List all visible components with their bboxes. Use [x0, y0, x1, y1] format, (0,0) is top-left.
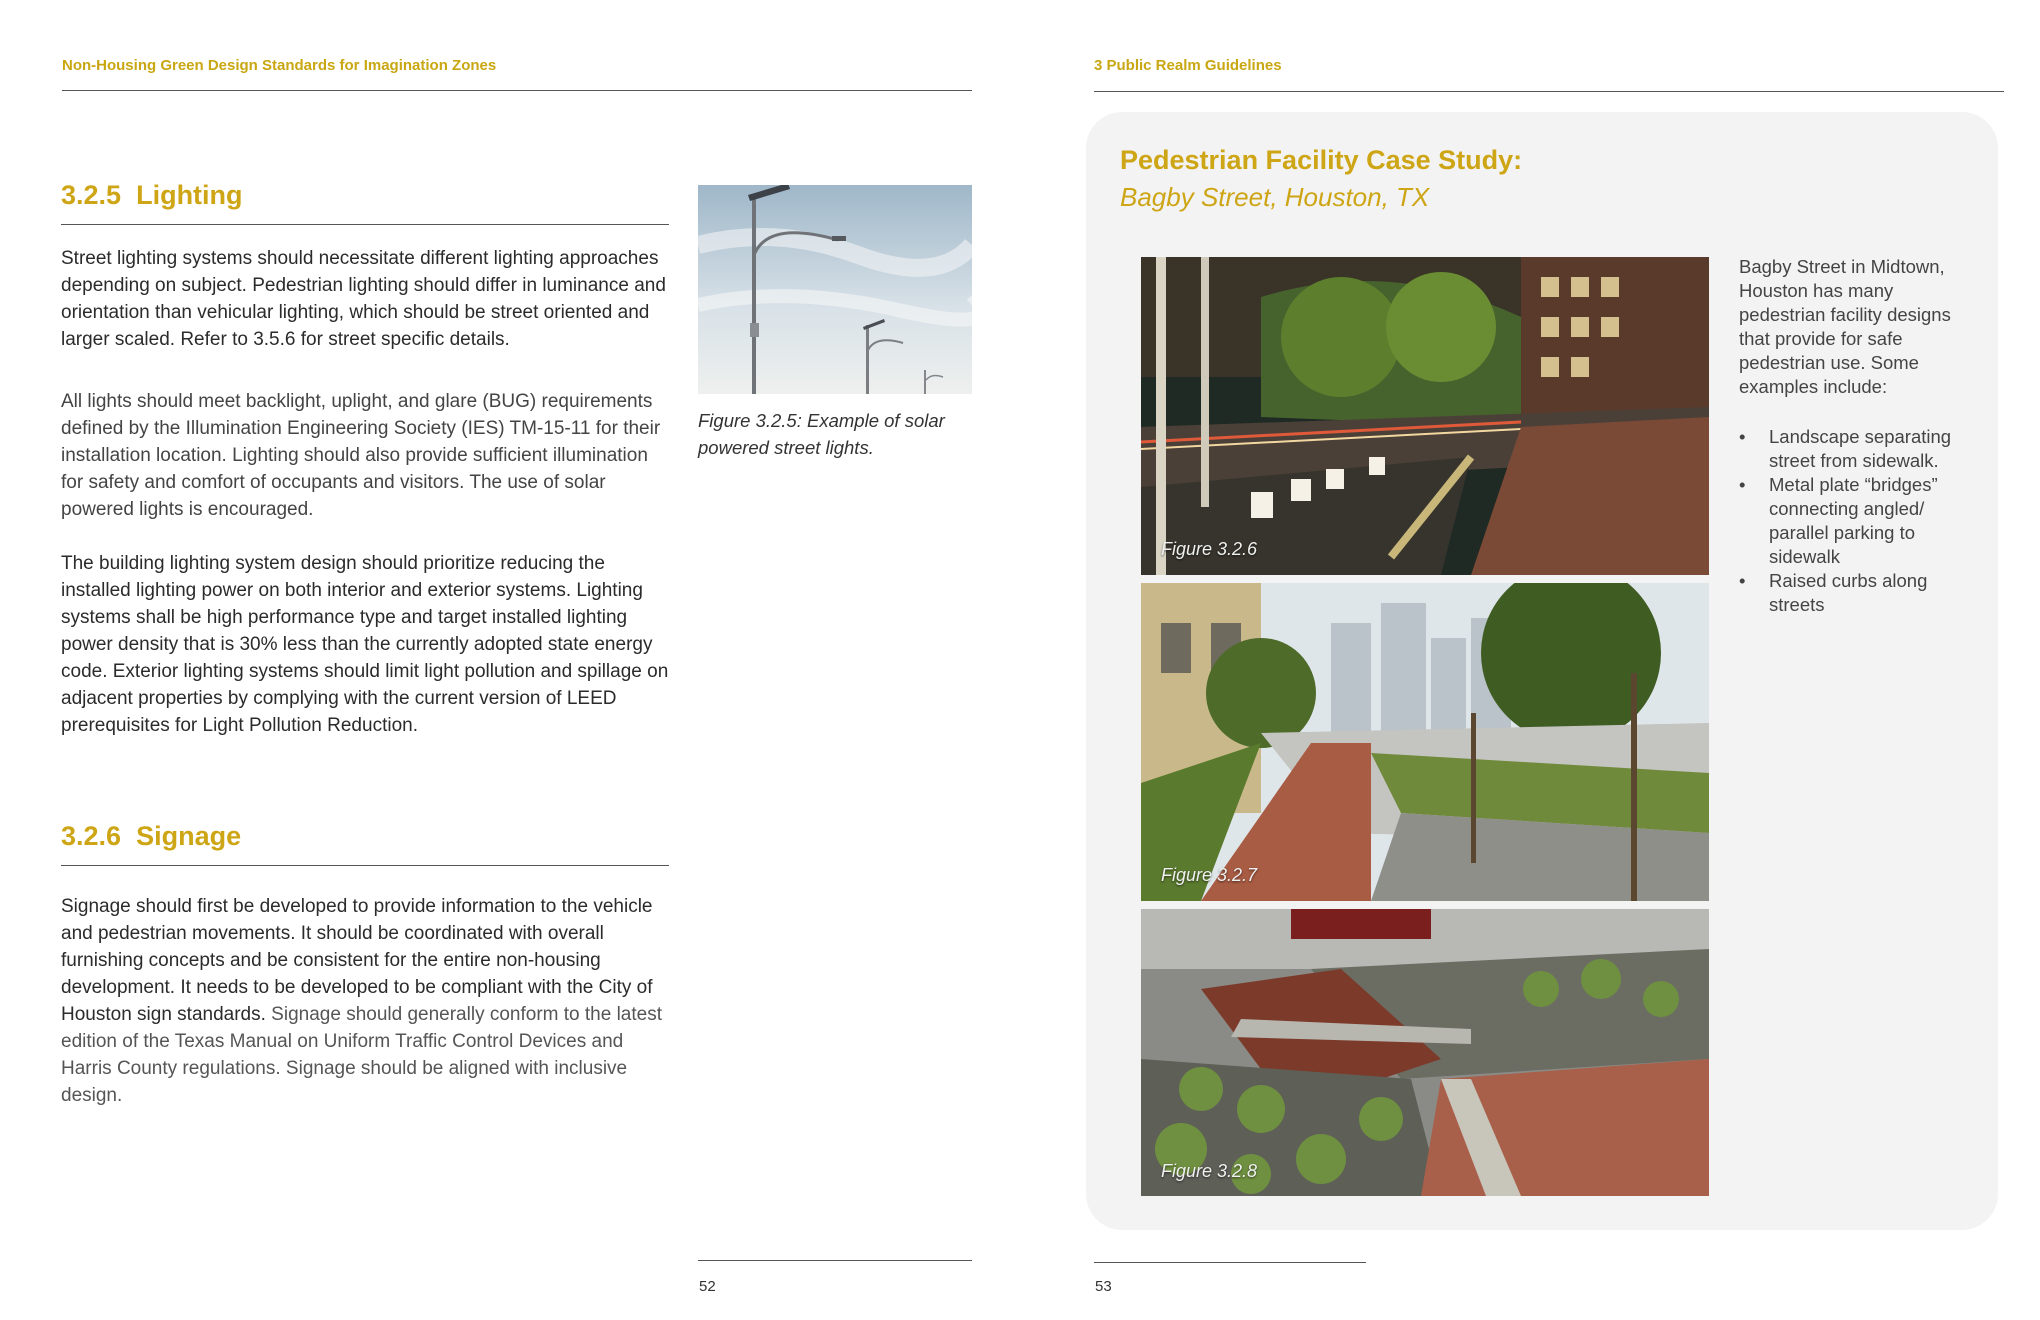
running-head-left: Non-Housing Green Design Standards for Imagination Zones — [62, 57, 497, 74]
footer-rule-right — [1094, 1262, 1366, 1263]
signage-text-secondary: Signage should generally conform to the latest edition of the Texas Manual on Uniform Traffic Control Devices and Harris County regulations. Signage should be aligned with inclusive design. — [61, 1004, 662, 1106]
figure-327-label: Figure 3.2.7 — [1161, 865, 1258, 885]
page-number-right: 53 — [1095, 1278, 1112, 1295]
footer-rule-left — [698, 1260, 972, 1261]
section-title: Signage — [136, 821, 242, 851]
section-rule — [61, 865, 669, 866]
bullet-text: Metal plate “bridges” connecting angled/ parallel parking to sidewalk — [1769, 474, 1938, 567]
section-rule — [61, 224, 669, 225]
section-number: 3.2.6 — [61, 821, 122, 851]
bullet-text: Landscape separating street from sidewalk. — [1769, 426, 1952, 471]
bullet-marker: • — [1739, 570, 1746, 591]
lighting-paragraph-3: The building lighting system design should prioritize reducing the installed lighting power on both interior and exterior systems. Lighting systems shall be high performance type and target installed lighting power density that is 30% less than the currently adopted state energy code. Exterior lighting systems should limit light pollution and spillage on adjacent properties by complying with the current version of LEED prerequisites for Light Pollution Reduction. — [61, 553, 669, 736]
figure-325-caption: Figure 3.2.5: Example of solar powered street lights. — [698, 410, 945, 458]
lighting-paragraph-2: All lights should meet backlight, uplight, and glare (BUG) requirements defined by the Illumination Engineering Society (IES) TM-15-11 for their installation location. Lighting should also provide sufficient illumination for safety and comfort of occupants and visitors. The use of solar powered lights is encouraged. — [61, 391, 661, 520]
figure-328-label: Figure 3.2.8 — [1161, 1161, 1258, 1181]
solar-street-lights-photo — [698, 185, 972, 394]
case-study-title: Pedestrian Facility Case Study: — [1120, 145, 1523, 175]
section-heading-lighting — [61, 180, 243, 211]
case-study-subtitle: Bagby Street, Houston, TX — [1120, 182, 1430, 212]
figure-327-photo — [1141, 583, 1709, 901]
signage-paragraph — [61, 893, 671, 1109]
section-heading-signage — [61, 821, 241, 852]
lighting-paragraph-1: Street lighting systems should necessitate different lighting approaches depending on subject. Pedestrian lighting should differ in luminance and orientation than vehicular lighting, which should be street oriented and larger scaled. Refer to 3.5.6 for street specific details. — [61, 248, 666, 350]
bullet-text: Raised curbs along streets — [1769, 570, 1928, 615]
bullet-marker: • — [1739, 474, 1746, 495]
figure-328-photo — [1141, 909, 1709, 1196]
figure-326-label: Figure 3.2.6 — [1161, 539, 1258, 559]
figure-326-photo — [1141, 257, 1709, 575]
header-rule-right — [1094, 91, 2004, 92]
running-head-right: 3 Public Realm Guidelines — [1094, 57, 1282, 74]
header-rule-left — [62, 90, 972, 91]
list-item — [1739, 473, 1969, 569]
case-study-bullet-list — [1739, 425, 1969, 617]
page-number-left: 52 — [699, 1278, 716, 1295]
section-number: 3.2.5 — [61, 180, 122, 210]
list-item — [1739, 569, 1969, 617]
bullet-marker: • — [1739, 426, 1746, 447]
signage-text-primary: Signage should first be developed to provide information to the vehicle and pedestrian movements. It should be coordinated with overall furnishing concepts and be consistent for the entire non-housing development. It needs to be developed to be compliant with the City of Houston sign standards. — [61, 896, 653, 1025]
case-study-intro: Bagby Street in Midtown, Houston has many pedestrian facility designs that provide for safe pedestrian use. Some examples include: — [1739, 256, 1951, 397]
list-item — [1739, 425, 1969, 473]
section-title: Lighting — [136, 180, 243, 210]
